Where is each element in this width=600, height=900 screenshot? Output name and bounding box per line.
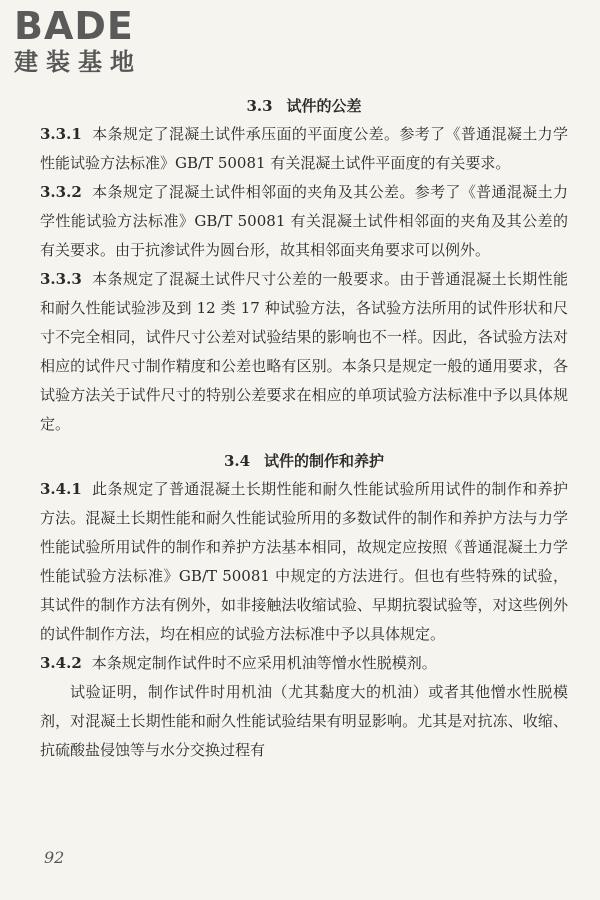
clause-number: 3.3.3 [40,270,82,288]
section-gap [40,439,568,447]
clause-text: 本条规定了混凝土试件相邻面的夹角及其公差。参考了《普通混凝土力学性能试验方法标准》GB/T 50081 有关混凝土试件相邻面的夹角及其公差的有关要求。由于抗渗试件为圆台形，故其相邻面夹角要求可以例外。 [40,183,568,259]
clause-text: 本条规定了混凝土试件承压面的平面度公差。参考了《普通混凝土力学性能试验方法标准》GB/T 50081 有关混凝土试件平面度的有关要求。 [40,125,568,172]
section-heading-3-4 [40,447,568,475]
clause-number: 3.4.2 [40,654,82,672]
clause-3-3-2 [40,178,568,265]
clause-3-4-2-continuation: 试验证明，制作试件时用机油（尤其黏度大的机油）或者其他憎水性脱模剂，对混凝土长期性能和耐久性能试验结果有明显影响。尤其是对抗冻、收缩、抗硫酸盐侵蚀等与水分交换过程有 [40,683,568,759]
logo-subtitle: 建装基地 [14,48,142,76]
clause-text: 本条规定了混凝土试件尺寸公差的一般要求。由于普通混凝土长期性能和耐久性能试验涉及到 12 类 17 种试验方法，各试验方法所用的试件形状和尺寸不完全相同，试件尺寸公差对试验结果的影响也不一样。因此，各试验方法对相应的试件尺寸制作精度和公差也略有区别。本条只是规定一般的通用要求，各试验方法关于试件尺寸的特别公差要求在相应的单项试验方法标准中予以具体规定。 [40,270,568,433]
section-number: 3.4 [223,452,251,470]
clause-number: 3.3.1 [40,125,82,143]
page-body [40,92,568,765]
clause-3-4-2 [40,649,568,678]
clause-3-4-1 [40,475,568,649]
section-title: 试件的制作和养护 [264,452,385,470]
clause-text: 本条规定制作试件时不应采用机油等憎水性脱模剂。 [91,654,437,672]
section-heading-3-3 [40,92,568,120]
section-title: 试件的公差 [286,97,362,115]
clause-number: 3.3.2 [40,183,82,201]
page-number: 92 [44,848,65,867]
clause-text: 此条规定了普通混凝土长期性能和耐久性能试验所用试件的制作和养护方法。混凝土长期性能和耐久性能试验所用的多数试件的制作和养护方法与力学性能试验所用试件的制作和养护方法基本相同，故规定应按照《普通混凝土力学性能试验方法标准》GB/T 50081 中规定的方法进行。但也有些特殊的试验，其试件的制作方法有例外，如非接触法收缩试验、早期抗裂试验等，对这些例外的试件制作方法，均在相应的试验方法标准中予以具体规定。 [40,480,568,643]
logo-brand: BADE [14,4,134,48]
clause-3-3-1 [40,120,568,178]
clause-number: 3.4.1 [40,480,82,498]
clause-3-3-3 [40,265,568,439]
bade-logo [14,6,184,76]
section-number: 3.3 [246,97,273,115]
